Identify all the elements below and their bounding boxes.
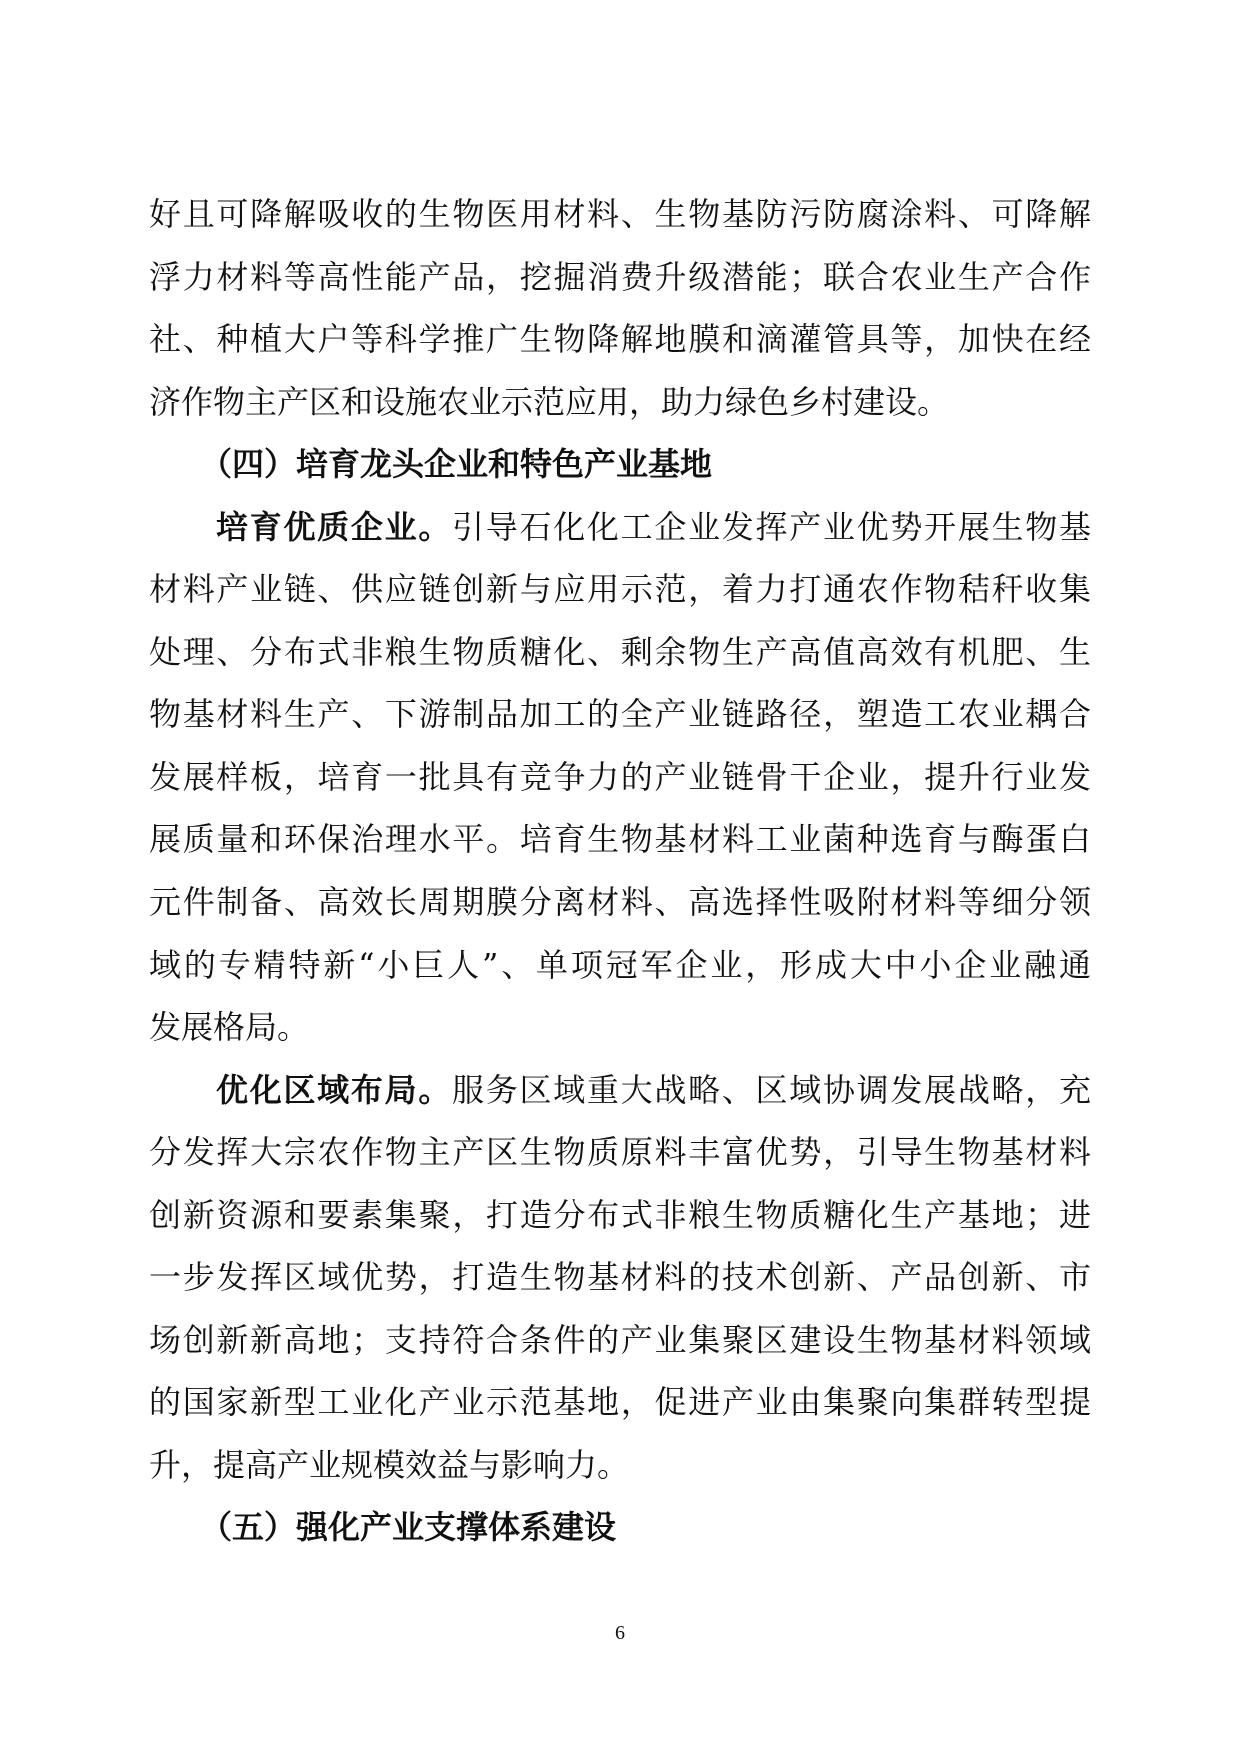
- body-line: 的国家新型工业化产业示范基地，促进产业由集聚向集群转型提: [149, 1383, 1091, 1421]
- body-line: 升，提高产业规模效益与影响力。: [149, 1446, 630, 1484]
- page-number: 6: [615, 1622, 625, 1644]
- body-text: 服务区域重大战略、区域协调发展战略，充: [452, 1071, 1091, 1109]
- body-line: 济作物主产区和设施农业示范应用，助力绿色乡村建设。: [149, 383, 950, 421]
- body-line: 场创新新高地；支持符合条件的产业集聚区建设生物基材料领域: [149, 1321, 1091, 1359]
- body-line: 发展样板，培育一批具有竞争力的产业链骨干企业，提升行业发: [149, 758, 1091, 796]
- body-line: 创新资源和要素集聚，打造分布式非粮生物质糖化生产基地；进: [149, 1196, 1091, 1234]
- body-line: 一步发挥区域优势，打造生物基材料的技术创新、产品创新、市: [149, 1258, 1091, 1296]
- run-in-heading: 培育优质企业。: [216, 508, 453, 546]
- body-line: 处理、分布式非粮生物质糖化、剩余物生产高值高效有机肥、生: [149, 633, 1091, 671]
- body-line: 材料产业链、供应链创新与应用示范，着力打通农作物秸秆收集: [149, 570, 1091, 608]
- section-heading-4: （四）培育龙头企业和特色产业基地: [200, 445, 713, 483]
- paragraph-start-line: [216, 1059, 1091, 1121]
- body-line: 展质量和环保治理水平。培育生物基材料工业菌种选育与酶蛋白: [149, 820, 1091, 858]
- paragraph-start-line: [216, 496, 1091, 558]
- body-line: 好且可降解吸收的生物医用材料、生物基防污防腐涂料、可降解: [149, 195, 1091, 233]
- body-line: 浮力材料等高性能产品，挖掘消费升级潜能；联合农业生产合作: [149, 258, 1091, 296]
- body-line: 元件制备、高效长周期膜分离材料、高选择性吸附材料等细分领: [149, 883, 1091, 921]
- body-line: 分发挥大宗农作物主产区生物质原料丰富优势，引导生物基材料: [149, 1133, 1091, 1171]
- body-line: 域的专精特新“小巨人”、单项冠军企业，形成大中小企业融通: [149, 946, 1091, 984]
- body-line: 物基材料生产、下游制品加工的全产业链路径，塑造工农业耦合: [149, 695, 1091, 733]
- body-text: 引导石化化工企业发挥产业优势开展生物基: [452, 508, 1091, 546]
- body-line: 社、种植大户等科学推广生物降解地膜和滴灌管具等，加快在经: [149, 320, 1091, 358]
- section-heading-5: （五）强化产业支撑体系建设: [200, 1508, 617, 1546]
- run-in-heading: 优化区域布局。: [216, 1071, 453, 1109]
- body-line: 发展格局。: [149, 1008, 310, 1046]
